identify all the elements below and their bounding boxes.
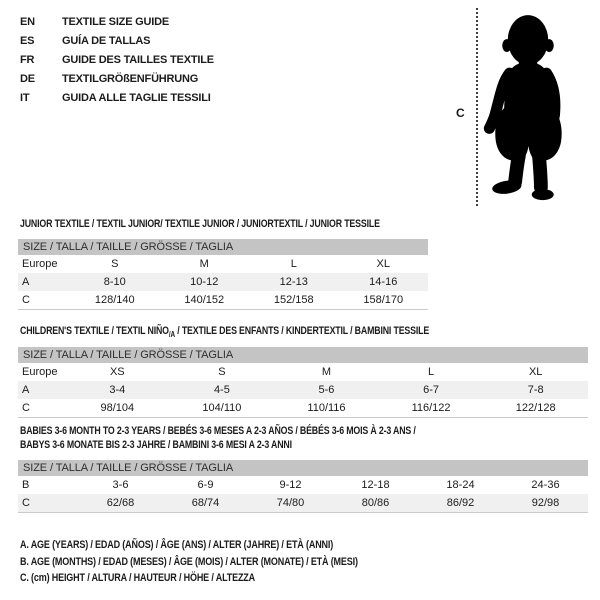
section-title-babies-line1: BABIES 3-6 MONTH TO 2-3 YEARS / BEBÉS 3-6 MESES A 2-3 AÑOS / BÉBÉS 3-6 MOIS À 2-3 ANS / — [20, 425, 416, 437]
table-row — [18, 476, 588, 494]
row-label: A — [18, 381, 65, 399]
size-header-bar: SIZE / TALLA / TAILLE / GRÖSSE / TAGLIA — [18, 239, 428, 255]
age-cell: 5-6 — [274, 381, 379, 399]
language-code: IT — [20, 92, 30, 104]
size-cell: XL — [376, 258, 390, 270]
size-header-bar: SIZE / TALLA / TAILLE / GRÖSSE / TAGLIA — [18, 347, 588, 363]
language-label: GUIDE DES TAILLES TEXTILE — [62, 54, 214, 66]
section-title-babies-line2: BABYS 3-6 MONATE BIS 2-3 JAHRE / BAMBINI 3-6 MESI A 2-3 ANNI — [20, 439, 292, 451]
language-row — [20, 51, 214, 70]
row-label: C — [18, 494, 78, 513]
height-cell: 92/98 — [503, 494, 588, 513]
footnote-a: A. AGE (YEARS) / EDAD (AÑOS) / ÂGE (ANS) / ALTER (JAHRE) / ETÀ (ANNI) — [20, 539, 334, 551]
language-legend — [20, 13, 214, 108]
footnotes — [20, 537, 432, 587]
section-title-children-text: CHILDREN'S TEXTILE / TEXTIL NIÑO — [20, 325, 169, 337]
age-cell: 4-5 — [170, 381, 275, 399]
row-label: A — [18, 273, 70, 291]
height-measure-label: C — [456, 106, 465, 120]
age-cell: 12-13 — [249, 273, 339, 291]
size-cell: XL — [528, 366, 543, 378]
size-cell: XS — [109, 366, 125, 378]
age-cell: 3-6 — [112, 479, 129, 491]
height-cell: 140/152 — [184, 294, 225, 306]
height-cell: 80/86 — [333, 494, 418, 513]
row-label: C — [22, 294, 30, 306]
age-cell: 10-12 — [160, 273, 250, 291]
section-title-children-sub: /A — [168, 330, 175, 340]
age-cell: 14-16 — [339, 273, 429, 291]
language-row — [20, 89, 214, 108]
section-title-children — [20, 324, 429, 342]
language-code: ES — [20, 35, 35, 47]
size-cell: S — [111, 258, 119, 270]
table-row — [18, 381, 588, 399]
size-cell: M — [199, 258, 209, 270]
table-row — [18, 255, 428, 273]
height-cell: 98/104 — [100, 402, 135, 414]
age-cell: 9-12 — [279, 479, 302, 491]
table-row — [18, 494, 588, 513]
height-cell: 68/74 — [163, 494, 248, 513]
age-cell: 12-18 — [361, 479, 390, 491]
age-cell: 3-4 — [65, 381, 170, 399]
language-code: FR — [20, 54, 35, 66]
size-cell: L — [290, 258, 297, 270]
height-cell: 152/158 — [273, 294, 314, 306]
age-cell: 7-8 — [483, 381, 588, 399]
height-cell: 62/68 — [78, 494, 163, 513]
section-title-junior — [20, 217, 380, 231]
row-label: Europe — [22, 258, 58, 270]
language-label: GUÍA DE TALLAS — [62, 35, 151, 47]
height-cell: 110/116 — [307, 402, 346, 414]
height-cell: 74/80 — [248, 494, 333, 513]
size-cell: S — [218, 366, 226, 378]
age-cell: 6-9 — [197, 479, 214, 491]
language-code: DE — [20, 73, 35, 85]
language-row — [20, 70, 214, 89]
row-label: C — [22, 402, 30, 414]
language-row — [20, 32, 214, 51]
height-cell: 104/110 — [202, 402, 242, 414]
section-title-junior-text: JUNIOR TEXTILE / TEXTIL JUNIOR/ TEXTILE JUNIOR / JUNIORTEXTIL / JUNIOR TESSILE — [20, 218, 380, 230]
language-label: TEXTILGRÖßENFÜHRUNG — [62, 73, 199, 85]
footnote-c: C. (cm) HEIGHT / ALTURA / HAUTEUR / HÖHE / ALTEZZA — [20, 572, 256, 584]
height-cell: 116/122 — [411, 402, 451, 414]
age-cell: 6-7 — [379, 381, 484, 399]
children-size-table — [18, 347, 588, 418]
babies-size-table — [18, 460, 588, 513]
section-title-children-text: / TEXTILE DES ENFANTS / KINDERTEXTIL / BAMBINI TESSILE — [174, 325, 430, 337]
language-row — [20, 13, 214, 32]
height-cell: 158/170 — [363, 294, 404, 306]
age-cell: 8-10 — [70, 273, 160, 291]
language-label: TEXTILE SIZE GUIDE — [62, 16, 170, 28]
table-row — [18, 363, 588, 381]
language-code: EN — [20, 16, 35, 28]
row-label: Europe — [22, 366, 58, 378]
language-label: GUIDA ALLE TAGLIE TESSILI — [62, 92, 211, 104]
height-measure-dotted-line — [476, 8, 478, 206]
junior-size-table — [18, 239, 428, 310]
section-title-babies — [20, 424, 416, 452]
row-label: B — [22, 479, 30, 491]
height-cell: 128/140 — [94, 294, 135, 306]
footnote-b: B. AGE (MONTHS) / EDAD (MESES) / ÂGE (MOIS) / ALTER (MONATE) / ETÀ (MESI) — [20, 555, 358, 568]
height-cell: 86/92 — [418, 494, 503, 513]
baby-silhouette-icon — [482, 8, 574, 210]
table-row — [18, 291, 428, 310]
size-cell: M — [321, 366, 332, 378]
table-row — [18, 273, 428, 291]
size-cell: L — [428, 366, 435, 378]
age-cell: 18-24 — [446, 479, 475, 491]
size-header-bar: SIZE / TALLA / TAILLE / GRÖSSE / TAGLIA — [18, 460, 588, 476]
height-cell: 122/128 — [515, 402, 556, 414]
age-cell: 24-36 — [531, 479, 560, 491]
table-row — [18, 399, 588, 418]
